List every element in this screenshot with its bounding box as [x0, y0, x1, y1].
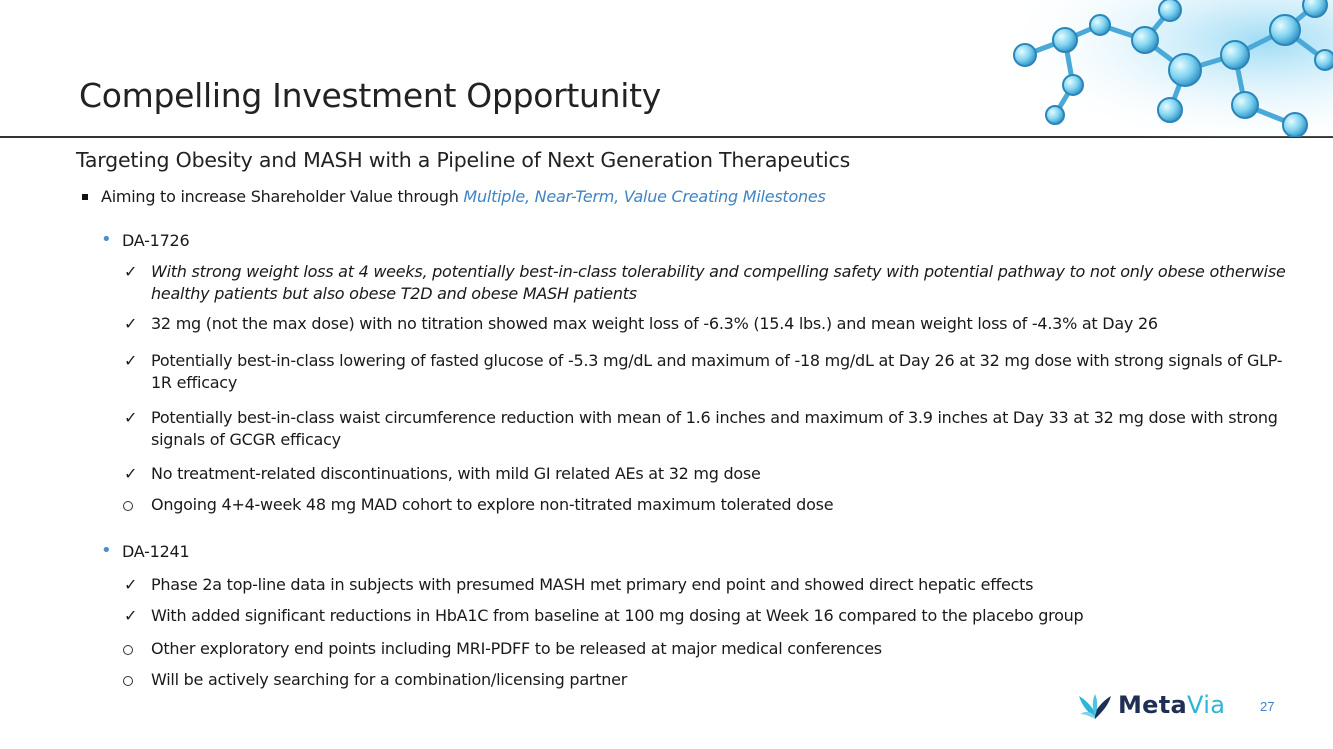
list-item-text: 32 mg (not the max dose) with no titration showed max weight loss of -6.3% (15.4 lbs.) and mean weight loss of -4.3% at Day 26	[151, 314, 1158, 333]
page-number: 27	[1260, 699, 1275, 714]
list-item	[124, 313, 1158, 335]
checkmark-icon: ✓	[124, 575, 138, 594]
list-item-text: Potentially best-in-class lowering of fasted glucose of -5.3 mg/dL and maximum of -18 mg/dL at Day 26 at 32 mg dose with strong signals of GLP-1R efficacy	[151, 351, 1283, 392]
program-heading	[101, 540, 190, 563]
list-item-text: Phase 2a top-line data in subjects with presumed MASH met primary end point and showed direct hepatic effects	[151, 575, 1034, 594]
list-item-text: With strong weight loss at 4 weeks, potentially best-in-class tolerability and compelling safety with potential pathway to not only obese otherwise healthy patients but also obese T2D and obese MASH patients	[151, 262, 1286, 303]
program-heading	[101, 229, 190, 252]
list-item	[124, 350, 1301, 394]
dot-bullet-icon: •	[101, 540, 112, 561]
checkmark-icon: ✓	[124, 262, 138, 281]
checkmark-icon: ✓	[124, 408, 138, 427]
circle-bullet-icon	[123, 676, 133, 686]
list-item-text: With added significant reductions in HbA1C from baseline at 100 mg dosing at Week 16 compared to the placebo group	[151, 606, 1084, 625]
list-item	[124, 261, 1311, 305]
lead-bullet	[101, 186, 826, 208]
lead-highlight: Multiple, Near-Term, Value Creating Milestones	[463, 187, 826, 206]
list-item	[124, 605, 1084, 627]
checkmark-icon: ✓	[124, 464, 138, 483]
list-item-text: Will be actively searching for a combination/licensing partner	[151, 670, 628, 689]
dot-bullet-icon: •	[101, 229, 112, 250]
program-name: DA-1241	[122, 542, 190, 561]
lead-text: Aiming to increase Shareholder Value through	[101, 187, 464, 206]
checkmark-icon: ✓	[124, 606, 138, 625]
list-item-text: No treatment-related discontinuations, with mild GI related AEs at 32 mg dose	[151, 464, 761, 483]
list-item	[124, 407, 1301, 451]
circle-bullet-icon	[123, 501, 133, 511]
logo-via: Via	[1187, 691, 1226, 719]
square-bullet-icon	[82, 194, 88, 200]
slide-subtitle: Targeting Obesity and MASH with a Pipeline of Next Generation Therapeutics	[76, 148, 851, 172]
list-item	[151, 638, 882, 660]
list-item	[151, 669, 627, 691]
checkmark-icon: ✓	[124, 351, 138, 370]
list-item	[124, 574, 1034, 596]
logo-meta: Meta	[1118, 691, 1188, 719]
slide-title: Compelling Investment Opportunity	[79, 76, 662, 115]
list-item-text: Other exploratory end points including MRI-PDFF to be released at major medical conferences	[151, 639, 882, 658]
list-item	[124, 463, 761, 485]
list-item-text: Potentially best-in-class waist circumference reduction with mean of 1.6 inches and maximum of 3.9 inches at Day 33 at 32 mg dose with strong signals of GCGR efficacy	[151, 408, 1278, 449]
metavia-logo	[1078, 689, 1278, 725]
checkmark-icon: ✓	[124, 314, 138, 333]
molecule-graphic	[995, 0, 1333, 137]
circle-bullet-icon	[123, 645, 133, 655]
metavia-leaf-icon	[1078, 692, 1112, 722]
list-item	[151, 494, 833, 516]
logo-wordmark	[1118, 691, 1225, 719]
program-name: DA-1726	[122, 231, 190, 250]
list-item-text: Ongoing 4+4-week 48 mg MAD cohort to explore non-titrated maximum tolerated dose	[151, 495, 834, 514]
